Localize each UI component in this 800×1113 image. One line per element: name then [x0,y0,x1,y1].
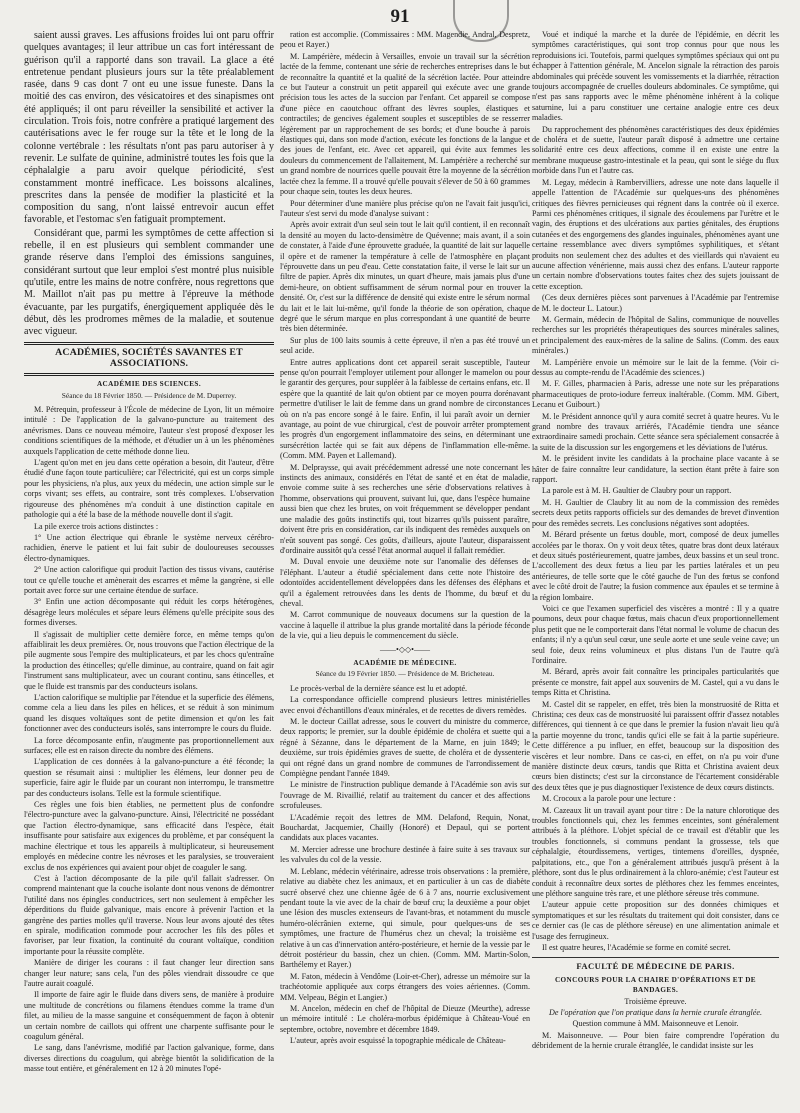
divider [24,342,274,345]
paragraph: M. Crocoux a la parole pour une lecture : [542,794,676,804]
paragraph: 1° Une action électrique qui ébranle le système nerveux cérébro-rachidien, énerve le patient et lui fait subir de douloureuses secousses électro-dynamiques. [24,532,274,563]
epreuve-label: Troisième épreuve. [624,996,687,1006]
paragraph: M. Maisonneuve. — Pour bien faire comprendre l'opération du débridement de la hernie crurale étranglée, le candidat insiste sur les [532,1030,779,1051]
col1-intro [24,30,274,338]
paragraph: La pile exerce trois actions distinctes : [34,521,159,531]
col1-intro-para-2: Considérant que, parmi les symptômes de cette affection si rebelle, il en est plusieurs qui semblent commander une grande réserve dans l'emploi des émissions sanguines, considérant surtout que leur emploi s'est montré plus nuisible qu'utile, entre les mains de notre confrère, nous regrettons que M. Maillot n'ait pas pu mettre à l'épreuve la méthode évacuante, par les purgatifs, énergiquement appliquée dès le début, dès les prodromes mêmes de la maladie, et soutenue avec vigueur. [24,227,274,338]
paragraph: M. le docteur Caillat adresse, sous le couvert du ministre du commerce, deux rapports; le premier, sur la double épidémie de choléra et suette qui a régné à Sézanne, dans le département de la Marne, en juin 1849; le deuxième, sur trois épidémies graves de suette, de choléra et de dyssenterie qui ont régné dans un grand nombre de communes de l'arrondissement de Compiègne pendant l'année 1849. [280,717,530,779]
paragraph: L'application de ces données à la galvano-puncture a été féconde; la question se résumait ainsi : multiplier les élémens, leur donner peu de superficie, faire agir le fluide par un courant non interrompu, le transmettre par des conducteurs isolans. Telle est la formule scientifique. [24,757,274,798]
paragraph: Du rapprochement des phénomènes caractéristiques des deux épidémies de choléra et de suette, l'auteur paraît disposé à admettre une certaine solidarité entre ces deux affections, comme il en existe une entre la membrane muqueuse gastro-intestinale et la peau, qui sont le siége du flux morbide dans l'un et l'autre cas. [532,124,779,176]
paragraph: ration est accomplie. (Commissaires : MM. Magendie, Andral, Despretz, peou et Rayer.) [280,30,530,50]
faculty-title: FACULTÉ DE MÉDECINE DE PARIS. [576,961,735,972]
paragraph: Le sang, dans l'anévrisme, modifié par l'action galvanique, forme, dans diverses directions du coagulum, qui abrège bientôt la solidification de la masse tout entière, et généralement en 12 à 20 minutes l'opé- [24,1043,274,1074]
paragraph: M. Lampérière, médecin à Versailles, envoie un travail sur la sécrétion lactée de la femme, contenant une série de recherches entreprises dans le but de reconnaître la quantité et la qualité de la sécrétion lactée. Pour atteindre ce but l'auteur a construit un petit appareil qui exécute avec une grande précision tous les actes de la succion par l'enfant. Cet appareil se compose d'une pièce en caoutchouc offrant des lèvres souples, élastiques et contractiles; de gencives également souples et susceptibles de se resserrer légèrement par un rapprochement de ses bords; et d'une bouche à parois élastiques qui, dans son mode d'action, exécute les fonctions de la langue et des joues de l'enfant, etc. Avec cet appareil, qui évite aux femmes les douleurs du commencement de l'allaitement, M. Lampérière a recherché sur un grand nombre de nourrices quelle pouvait être la moyenne de la sécrétion lactée chez la femme. Il a trouvé qu'elle pouvait s'élever de 50 à 60 grammes pour chaque sein, toutes les deux heures. [280,51,530,197]
paragraph: Manière de diriger les courans : il faut changer leur direction sans changer leur nature; sans cela, l'un des pôles viendrait dissoudre ce que l'autre aurait coagulé. [24,958,274,988]
paragraph: Voué et indiqué la marche et la durée de l'épidémie, en décrit les symptômes caractéristiques, qui sont trop connus pour que nous les reproduisions ici. Toutefois, parmi quelques symptômes spéciaux qui ont pu échapper à l'attention générale, M. Ancelon signale la rétraction des parois abdominales qui précède souvent les vomissements et la diarrhée, rétraction toujours accompagnée de cruelles douleurs abdominales. Ce symptôme, qui n'est pas sans rapports avec le même phénomène inhérent à la colique saturnine, lui a paru constituer une certaine analogie entre ces deux maladies. [532,30,779,123]
paragraph: M. Lampérière envoie un mémoire sur le lait de la femme. (Voir ci-dessus au compte-rendu de l'Académie des sciences.) [532,357,779,377]
paragraph: M. Carrot communique de nouveaux documens sur la question de la vaccine à laquelle il attribue la plus grande mortalité dans la période féconde de la vie, qui a lieu depuis le commencement du siècle. [280,610,530,641]
paragraph: Pour déterminer d'une manière plus précise qu'on ne l'avait fait jusqu'ici, l'auteur s'est servi du mode d'analyse suivant : [280,198,530,218]
seance-line: Séance du 18 Février 1850. — Présidence de M. Duperrey. [61,390,237,400]
paragraph: M. H. Gaultier de Claubry lit au nom de la commission des remèdes secrets deux petits rapports officiels sur des demandes de brevet d'invention pour des remèdes secrets. Les conclusions négatives sont adoptées. [532,497,779,528]
paragraph: Le ministre de l'instruction publique demande à l'Académie son avis sur l'ouvrage de M. Rivaillié, relatif au traitement du cancer et des affections scrofuleuses. [280,780,530,811]
paragraph: La correspondance officielle comprend plusieurs lettres ministérielles avec envoi d'échantillons d'eaux minérales, et de recettes de divers remèdes. [280,695,530,715]
paragraph: M. Pétrequin, professeur à l'École de médecine de Lyon, lit un mémoire intitulé : De l'application de la galvano-puncture au traitement des anévrismes. Dans ce nouveau mémoire, l'auteur s'est proposé d'exposer les conditions scientifiques de la méthode, et d'étudier un à un les phénomènes auxquels l'application de cette méthode donne lieu. [24,405,274,456]
paragraph: M. Faton, médecin à Vendôme (Loir-et-Cher), adresse un mémoire sur la trachéotomie appliquée aux corps étrangers des voies aériennes. (Comm. MM. Velpeau, Bégin et Langier.) [280,971,530,1002]
page-number: 91 [390,6,410,27]
paragraph: M. Bérard présente un fœtus double, mort, composé de deux jumelles accolées par le thorax. On y voit deux têtes, quatre bras dont deux latéraux et deux situés postérieurement, quatre jambes, deux bassins et un seul tronc. L'accollement des deux fœtus a lieu par les parties latérales et un peu antérieures, de telle sorte que le côté gauche de l'un des fœtus se confond avec le côté droit de l'autre; la fusion commence aux épaules et se termine à la région lombaire. [532,530,779,602]
column-2 [280,30,530,1048]
paragraph: M. Castel dit se rappeler, en effet, très bien la monstruosité de Ritta et Christina; ces deux cas de monstruosité lui paraissent offrir d'assez notables différences, qui tiennent à ce que dans le premier la fusion n'avait lieu qu'à la partie moyenne du tronc, tandis qu'ici elle se fait à la partie supérieure. Cette différence a pu influer, en effet, beaucoup sur la disposition des viscères et leur nombre. Dans ce cas-ci, en effet, on n'a pu voir d'une manière distincte deux cœurs, tandis que Ritta et Christina avaient deux cœurs bien distincts; c'est sur la circonstance de l'écartement considérable des deux têtes que je pus diagnostiquer l'existence de deux cœurs distincts. [532,699,779,792]
seance-line: Séance du 19 Février 1850. — Présidence de M. Bricheteau. [315,669,495,679]
paragraph: M. Mercier adresse une brochure destinée à faire suite à ses travaux sur les valvules du col de la vessie. [280,844,530,865]
paragraph: M. Leblanc, médecin vétérinaire, adresse trois observations : la première, relative au diabète chez les animaux, et en particulier à un cas de diabète sucré observé chez une chienne âgée de 6 à 7 ans, nourrie exclusivement pendant toute la vie avec de la chair de bœuf cru; la deuxième a pour objet une lésion des muscles extenseurs de l'avant-bras, et notamment du muscle huméro-olécrânien externe, qui simule, pour quelques-uns de ses symptômes, une fracture de l'humérus chez un cheval; la troisième est relative à un cas d'innervation antéro-postérieure, et hernie de la vessie par le détroit postérieur du bassin, chez un chien. (Comm. MM. Martin-Solon, Barthélemy et Rayer.) [280,866,530,970]
column-3 [532,30,779,1053]
paragraph: M. le président invite les candidats à la prochaine place vacante à se hâter de faire connaître leur candidature, la section étant prête à faire son rapport. [532,454,779,485]
paragraph: La parole est à M. H. Gaultier de Claubry pour un rapport. [542,486,732,496]
paragraph: M. Bérard, après avoir fait connaître les principales particularités que présente ce monstre, fait appel aux souvenirs de M. Castel, qui a vu dans le temps Ritta et Christina. [532,667,779,698]
divider [532,957,779,958]
paragraph: La force décomposante enfin, n'augmente pas proportionnellement aux surfaces; elle est en raison directe du nombre des élémens. [24,735,274,756]
paragraph: C'est à l'action décomposante de la pile qu'il fallait s'adresser. On comprend maintenant que la couche isolante dont nous venons de démontrer l'utilité dans nos épingles conductrices, sert non seulement à empêcher les déperditions du fluide galvanique, mais encore à prévenir l'action et la gangrène des parties molles qu'il traverse. Nous leur avons ajouté des têtes en spirale, modification commode pour accrocher les fils des pôles et favoriser, par leur fixation, la continuité du courant voltaïque, condition importante pour la réussite complète. [24,873,274,956]
paragraph: Après avoir extrait d'un seul sein tout le lait qu'il contient, il en reconnaît la densité au moyen du lacto-densimètre de Quévenne; mais avant, il a soin de constater, à l'aide d'une éprouvette graduée, la quantité de lait sur laquelle il opère et de ramener la température à celle de l'atmosphère en plaçant l'éprouvette dans un peu d'eau. Cette constatation faite, il verse le lait sur un filtre de papier. Après dix minutes, un quart d'heure, mais jamais plus d'une demi-heure, on obtient suffisamment de sérum normal pour en trouver la densité. Or, c'est sur la différence de densité qui existe entre le sérum normal du lait et le lait lui-même, qu'il fonde la théorie de son opération, chaque degré que le sérum marque en plus correspondant à une quantité de beurre très bien déterminée. [280,220,530,334]
paragraph: M. Ancelon, médecin en chef de l'hôpital de Dieuze (Meurthe), adresse un mémoire intitulé : Le choléra-morbus épidémique à Château-Voué en septembre, octobre, novembre et décembre 1849. [280,1003,530,1034]
paragraph: L'agent qu'on met en jeu dans cette opération a besoin, dit l'auteur, d'être étudié d'une façon toute particulière; car l'électricité, qui est un corps simple pour les physiciens, n'a plus, aux yeux du médecin, une action simple sur le corps vivant; ses effets, au contraire, sont très complexes. L'observation rigoureuse des phénomènes m'a conduit à une distinction capitale en pathologie qui a été la base de la méthode nouvelle dont il s'agit. [24,458,274,520]
paragraph: 3° Enfin une action décomposante qui réduit les corps hétérogènes, désagrège leurs molécules et sépare leurs élémens qu'elle précipite sous des formes diverses. [24,597,274,628]
paragraph: M. Germain, médecin de l'hôpital de Salins, communique de nouvelles recherches sur les propriétés thérapeutiques des sources minérales salines, et principalement des eaux-mères de la saline de Salins. (Comm. des eaux minérales.) [532,314,779,356]
paragraph: L'auteur appuie cette proposition sur des données chimiques et symptomatiques et sur les résultats du traitement qui doit consister, dans ce ce dernier cas (le cas de pléthore séreuse) en une alimentation animale et l'usage des ferrugineux. [532,900,779,941]
paragraph: M. F. Gilles, pharmacien à Paris, adresse une note sur les préparations pharmaceutiques de proto-iodure ferreux inaltérable. (Comm. MM. Gibert, Lecanu et Guibourt.) [532,379,779,410]
column-1 [24,30,274,1076]
col1-intro-para-1: saient aussi graves. Les affusions froides lui ont paru offrir quelques avantages; il leur attribue un cas fort intéressant de guérison qu'il a rapporté dans son travail. La glace a été entretenue pendant plusieurs jours sur la tête préalablement rasée, dans 9 cas dont 7 ont eu une issue funeste. Dans la moitié des cas environ, des vésicatoires et des sinapismes ont été appliqués; il ont paru réveiller la sensibilité et activer la circulation. Trois fois, notre confrère a pratiqué largement des cautérisations avec le fer rouge sur la tête et le long de la colonne vertébrale : les résultats n'ont pas paru autoriser à y revenir. Le sulfate de quinine, administré toutes les fois que la céphalalgie a paru avoir quelque périodicité, s'est constamment montré inefficace. Les boissons alcalines, prescrites dans la pensée de modifier la plasticité et la composition du sang, n'ont laissé entrevoir aucun effet favorable, et l'estomac s'en fatiguait promptement. [24,30,274,226]
question-line: Question commune à MM. Maisonneuve et Lenoir. [572,1019,739,1029]
paragraph: M. le Président annonce qu'il y aura comité secret à quatre heures. Vu le grand nombre des travaux arriérés, l'Académie tiendra une séance extraordinaire samedi prochain. Cette séance sera spécialement consacrée à la suite de la discussion sur les engorgemens et les déviations de l'utérus. [532,411,779,452]
concours-title: CONCOURS POUR LA CHAIRE D'OPÉRATIONS ET DE BANDAGES. [554,975,757,995]
paragraph: Il importe de faire agir le fluide dans divers sens, de manière à produire une multitude de concrétions ou filamens étendues comme la trame d'un filet, au milieu de la masse sanguine et conséquemment de façon à obtenir un certain nombre de caillots qui offrent une charpente suffisante pour le coagulum général. [24,990,274,1042]
section-title: ACADÉMIES, SOCIÉTÉS SAVANTES ET ASSOCIATIONS. [55,347,243,369]
paragraph: Le procès-verbal de la dernière séance est lu et adopté. [290,683,468,693]
epreuve-title: De l'opération que l'on pratique dans la hernie crurale étranglée. [549,1007,762,1017]
paragraph: L'Académie reçoit des lettres de MM. Delafond, Requin, Nonat, Bouchardat, Jacquemier, Chailly (Honoré) et Depaul, qui se portent candidats aux places vacantes. [280,812,530,843]
paragraph: M. Duval envoie une deuxième note sur l'anomalie des défenses de l'éléphant. L'auteur a étudié spécialement dans cette note l'histoire des odontoïdes accidentellement développées dans les défenses des éléphans et qu'il a également retrouvées dans les dents de l'homme, du bœuf et du cheval. [280,557,530,608]
paragraph: 2° Une action calorifique qui produit l'action des tissus vivans, cautérise tout ce qu'elle touche et amènerait des escarres et même la gangrène, si elle portait avec force sur une certaine étendue de surface. [24,565,274,595]
paragraph: Sur plus de 100 laits soumis à cette épreuve, il n'en a pas été trouvé un seul acide. [280,335,530,356]
subsection-title: ACADÉMIE DE MÉDECINE. [353,658,457,667]
paragraph: Ces règles une fois bien établies, ne permettent plus de confondre l'électro-puncture avec la galvano-puncture. Ainsi, l'électricité ne possédant que l'action électro-dynamique, sans efficacité dans l'espèce, était insuffisante pour satisfaire aux exigences du problème, et par conséquent la machine électrique et tous les appareils à multiplicateur, si heureusement employés en médecine contre les névroses et les paralysies, se trouveraient exclus de nos expériences qui avaient pour objet de coaguler le sang. [24,800,274,872]
paragraph: Voici ce que l'examen superficiel des viscères a montré : Il y a quatre poumons, deux pour chaque fœtus, mais chacun d'eux proportionnellement plus petit que ne le comporterait dans l'état normal le volume de chacun des enfants; il n'y a qu'un seul cœur, une seule aorte et une seule veine cave; un seul foie, deux reins volumineux et plus distans l'un de l'autre qu'à l'ordinaire. [532,603,779,665]
ornament-divider: ——•◇◇•—— [380,644,430,654]
paragraph: M. Cazeaux lit un travail ayant pour titre : De la nature chlorotique des troubles fonctionnels qui, chez les femmes enceintes, sont généralement attribués à la pléthore. L'objet spécial de ce travail est d'établir que les troubles fonctionnels, si communs pendant la grossesse, tels que céphalalgie, étourdissemens, vertiges, tintemens d'oreilles, dyspnée, palpitations, etc., que l'on a généralement attribués jusqu'à présent à la pléthore, sont dus le plus ordinairement à la chloro-anémie; c'est l'auteur est conduit à reconnaître deux sortes de pléthores chez les femmes enceintes, une pléthore sanguine très rare, et une pléthore séreuse très commune. [532,805,779,898]
paragraph: Il est quatre heures, l'Académie se forme en comité secret. [542,942,731,952]
paragraph: (Ces deux dernières pièces sont parvenues à l'Académie par l'entremise de M. le docteur L. Latour.) [532,293,779,313]
paragraph: M. Legay, médecin à Rambervilliers, adresse une note dans laquelle il appelle l'attention de l'Académie sur quelques-uns des phénomènes critiques des fièvres pernicieuses qui régnent dans la contrée où il exerce. Parmi ces phénomènes critiques, il signale des écoulemens par l'urètre et le vagin, des éruptions et des ulcérations aux parties génitales, des éruptions cutanées et des engorgemens des glandes inguinales, phénomènes ayant une certaine ressemblance avec divers symptômes syphilitiques, et s'étant produits non seulement chez des adultes et des vieillards qui n'avaient eu aucune affection vénérienne, mais aussi chez des enfans. L'auteur rapporte un certain nombre d'observations toutes faites chez des sujets jouissant de cette exception. [532,177,779,291]
subsection-title: ACADÉMIE DES SCIENCES. [96,380,202,389]
paragraph: Il s'agissait de multiplier cette dernière force, en même temps qu'on affaiblirait les deux premières. Or, nous trouvons que l'action électrique de la pile augmente sous l'empire des multiplicateurs, et par les chocs qu'entraîne la production des étincelles; qu'elle diminue, au contraire, quand on fait agir l'instrument sans multiplicateur, avec un courant continu, sans étincelles, et que le fluide est transmis par des conducteurs isolans. [24,629,274,691]
paragraph: Entre autres applications dont cet appareil serait susceptible, l'auteur pense qu'on pourrait l'employer utilement pour allonger le mamelon ou pour le garantir des gerçures, pour suppléer à la faiblesse de certains enfans, etc. Il espère que la quantité de lait qu'on obtient par ce moyen pourra dorénavant permettre d'utiliser le lait de femme dans un grand nombre de circonstances où on n'a pas encore songé à le faire. Enfin, il lui paraît avoir un dernier avantage, au point de vue chirurgical, c'est de pouvoir arrêter promptement les progrès d'un engorgement inflammatoire des seins, en déterminant une sursécrétion lactée qui se fait aux dépens de l'inflammation elle-même. (Comm. MM. Payen et Lallemand). [280,357,530,461]
paragraph: L'auteur, après avoir esquissé la topographie médicale de Château- [290,1036,506,1046]
divider [24,373,274,376]
paragraph: L'action calorifique se multiplie par l'étendue et la superficie des élémens, comme cela a lieu dans les piles en hélices, et se réduit à son minimum quand les disques voltaïques sont de petite dimension et qu'on les fait fonctionner avec des conducteurs isolés, sans interrompre le cours du fluide. [24,693,274,734]
paragraph: M. Delpraysse, qui avait précédemment adressé une note concernant les instincts des animaux, considérés en l'état de santé et en état de maladie, envoie comme suite à ses recherches une série d'observations relatives à l'homme, observations qui prouvent, suivant lui, que, dans l'espèce humaine aussi bien que chez les brutes, on voit fréquemment se développer pendant une maladie des goûts instinctifs qui, tout bizarres qu'ils puissent paraître, doivent être pris en considération, car ils indiquent des remèdes auxquels on n'eût souvent pas songé. Ces goûts, d'ailleurs, ajoute l'auteur, disparaissent d'ordinaire aussitôt qu'a cessé l'état anormal auquel il fallait remédier. [280,462,530,555]
